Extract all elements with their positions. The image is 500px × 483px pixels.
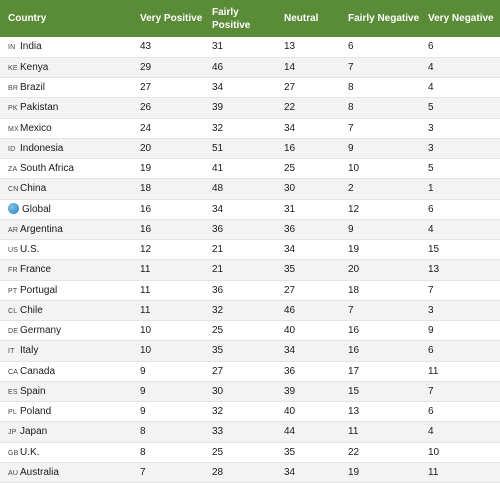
- neutral-cell: 34: [276, 118, 340, 138]
- country-cell: [0, 341, 132, 361]
- country-cell: [0, 179, 132, 199]
- table-row: [0, 57, 500, 77]
- fairly-positive-cell: 21: [204, 240, 276, 260]
- country-code-flag-icon: IN: [8, 44, 16, 52]
- fairly-positive-cell: 34: [204, 199, 276, 219]
- table-body: [0, 37, 500, 483]
- very-positive-cell: 26: [132, 98, 204, 118]
- country-name: France: [20, 264, 52, 276]
- country-code-flag-icon: GB: [8, 449, 19, 457]
- very-negative-cell: 4: [420, 219, 500, 239]
- fairly-negative-cell: 6: [340, 37, 420, 57]
- country-name: Chile: [20, 304, 43, 316]
- country-code-flag-icon: PT: [8, 287, 18, 295]
- table-row: [0, 361, 500, 381]
- fairly-positive-cell: 25: [204, 442, 276, 462]
- fairly-negative-cell: 16: [340, 341, 420, 361]
- fairly-negative-cell: 9: [340, 219, 420, 239]
- neutral-cell: 34: [276, 341, 340, 361]
- fairly-positive-cell: 27: [204, 361, 276, 381]
- neutral-cell: 27: [276, 280, 340, 300]
- table-row: [0, 422, 500, 442]
- very-positive-cell: 8: [132, 442, 204, 462]
- very-negative-cell: 4: [420, 78, 500, 98]
- very-positive-cell: 27: [132, 78, 204, 98]
- table-row: [0, 98, 500, 118]
- country-cell: [0, 381, 132, 401]
- country-code-flag-icon: US: [8, 247, 19, 255]
- country-cell: [0, 138, 132, 158]
- fairly-negative-cell: 8: [340, 98, 420, 118]
- country-cell: [0, 462, 132, 482]
- fairly-positive-cell: 21: [204, 260, 276, 280]
- country-cell: [0, 219, 132, 239]
- very-negative-cell: 10: [420, 442, 500, 462]
- neutral-cell: 40: [276, 402, 340, 422]
- fairly-positive-cell: 28: [204, 462, 276, 482]
- table-row: [0, 118, 500, 138]
- country-cell: [0, 361, 132, 381]
- very-positive-cell: 9: [132, 381, 204, 401]
- very-negative-cell: 4: [420, 422, 500, 442]
- country-code-flag-icon: DE: [8, 328, 19, 336]
- very-positive-cell: 18: [132, 179, 204, 199]
- table-row: [0, 159, 500, 179]
- table-row: [0, 260, 500, 280]
- fairly-negative-cell: 16: [340, 321, 420, 341]
- very-negative-cell: 7: [420, 280, 500, 300]
- country-code-flag-icon: CN: [8, 186, 19, 194]
- very-negative-cell: 6: [420, 199, 500, 219]
- country-code-flag-icon: ZA: [8, 166, 18, 174]
- very-negative-cell: 6: [420, 402, 500, 422]
- fairly-negative-cell: 22: [340, 442, 420, 462]
- country-code-flag-icon: BR: [8, 85, 19, 93]
- fairly-negative-cell: 12: [340, 199, 420, 219]
- country-cell: [0, 442, 132, 462]
- table-row: [0, 341, 500, 361]
- very-negative-cell: 11: [420, 361, 500, 381]
- neutral-cell: 16: [276, 138, 340, 158]
- fairly-positive-cell: 34: [204, 78, 276, 98]
- very-negative-cell: 3: [420, 300, 500, 320]
- country-code-flag-icon: CA: [8, 368, 19, 376]
- header-very-negative[interactable]: Very Negative: [428, 13, 494, 24]
- header-row: [0, 0, 500, 37]
- country-code-flag-icon: ES: [8, 388, 18, 396]
- header-neutral[interactable]: Neutral: [284, 13, 319, 24]
- country-cell: [0, 321, 132, 341]
- neutral-cell: 46: [276, 300, 340, 320]
- country-name: Spain: [20, 385, 46, 397]
- country-cell: [0, 57, 132, 77]
- very-positive-cell: 43: [132, 37, 204, 57]
- very-positive-cell: 10: [132, 321, 204, 341]
- fairly-positive-cell: 35: [204, 341, 276, 361]
- fairly-positive-cell: 32: [204, 118, 276, 138]
- country-code-flag-icon: AR: [8, 226, 19, 234]
- country-name: Brazil: [20, 82, 46, 94]
- country-name: China: [20, 183, 47, 195]
- fairly-negative-cell: 10: [340, 159, 420, 179]
- table-row: [0, 280, 500, 300]
- country-code-flag-icon: PL: [8, 409, 17, 417]
- country-name: South Africa: [20, 163, 74, 175]
- fairly-positive-cell: 36: [204, 280, 276, 300]
- very-negative-cell: 6: [420, 37, 500, 57]
- fairly-negative-cell: 2: [340, 179, 420, 199]
- country-cell: [0, 118, 132, 138]
- very-positive-cell: 10: [132, 341, 204, 361]
- header-country[interactable]: Country: [8, 13, 47, 24]
- neutral-cell: 30: [276, 179, 340, 199]
- fairly-positive-cell: 36: [204, 219, 276, 239]
- fairly-negative-cell: 7: [340, 118, 420, 138]
- fairly-positive-cell: 41: [204, 159, 276, 179]
- neutral-cell: 34: [276, 240, 340, 260]
- country-code-flag-icon: CL: [8, 307, 18, 315]
- very-positive-cell: 8: [132, 422, 204, 442]
- very-positive-cell: 9: [132, 402, 204, 422]
- country-cell: [0, 300, 132, 320]
- country-name: Italy: [20, 345, 39, 357]
- fairly-negative-cell: 9: [340, 138, 420, 158]
- country-code-flag-icon: MX: [8, 125, 19, 133]
- very-negative-cell: 7: [420, 381, 500, 401]
- country-name: Australia: [20, 466, 59, 478]
- very-positive-cell: 29: [132, 57, 204, 77]
- country-code-flag-icon: IT: [8, 348, 15, 356]
- very-positive-cell: 12: [132, 240, 204, 260]
- fairly-negative-cell: 7: [340, 300, 420, 320]
- very-negative-cell: 6: [420, 341, 500, 361]
- table-row: [0, 199, 500, 219]
- neutral-cell: 39: [276, 381, 340, 401]
- very-negative-cell: 15: [420, 240, 500, 260]
- country-cell: [0, 422, 132, 442]
- country-code-flag-icon: ID: [8, 145, 16, 153]
- table-row: [0, 300, 500, 320]
- very-negative-cell: 11: [420, 462, 500, 482]
- country-cell: [0, 78, 132, 98]
- very-positive-cell: 11: [132, 260, 204, 280]
- country-cell: [0, 240, 132, 260]
- neutral-cell: 36: [276, 219, 340, 239]
- neutral-cell: 22: [276, 98, 340, 118]
- very-negative-cell: 9: [420, 321, 500, 341]
- country-code-flag-icon: PK: [8, 105, 18, 113]
- very-negative-cell: 13: [420, 260, 500, 280]
- very-positive-cell: 9: [132, 361, 204, 381]
- header-very-positive[interactable]: Very Positive: [140, 13, 203, 24]
- table-row: [0, 179, 500, 199]
- country-name: Global: [22, 204, 51, 216]
- country-name: Canada: [20, 365, 56, 377]
- table-row: [0, 402, 500, 422]
- neutral-cell: 14: [276, 57, 340, 77]
- country-name: Kenya: [20, 61, 49, 73]
- table-row: [0, 321, 500, 341]
- table-header: [0, 0, 500, 37]
- table-row: [0, 381, 500, 401]
- very-positive-cell: 11: [132, 300, 204, 320]
- neutral-cell: 25: [276, 159, 340, 179]
- very-negative-cell: 3: [420, 118, 500, 138]
- very-negative-cell: 4: [420, 57, 500, 77]
- fairly-positive-cell: 30: [204, 381, 276, 401]
- very-negative-cell: 3: [420, 138, 500, 158]
- fairly-negative-cell: 11: [340, 422, 420, 442]
- fairly-negative-cell: 13: [340, 402, 420, 422]
- fairly-positive-cell: 48: [204, 179, 276, 199]
- fairly-negative-cell: 20: [340, 260, 420, 280]
- neutral-cell: 35: [276, 260, 340, 280]
- neutral-cell: 36: [276, 361, 340, 381]
- country-cell: [0, 199, 132, 219]
- very-positive-cell: 16: [132, 219, 204, 239]
- country-name: U.S.: [20, 244, 40, 256]
- table-row: [0, 138, 500, 158]
- neutral-cell: 35: [276, 442, 340, 462]
- fairly-positive-cell: 32: [204, 300, 276, 320]
- fairly-negative-cell: 18: [340, 280, 420, 300]
- fairly-positive-cell: 32: [204, 402, 276, 422]
- fairly-negative-cell: 19: [340, 462, 420, 482]
- country-name: Japan: [20, 426, 48, 438]
- table-row: [0, 442, 500, 462]
- fairly-negative-cell: 17: [340, 361, 420, 381]
- neutral-cell: 31: [276, 199, 340, 219]
- country-name: Pakistan: [20, 102, 59, 114]
- very-positive-cell: 7: [132, 462, 204, 482]
- country-cell: [0, 260, 132, 280]
- neutral-cell: 44: [276, 422, 340, 442]
- very-positive-cell: 11: [132, 280, 204, 300]
- country-code-flag-icon: JP: [8, 429, 17, 437]
- fairly-positive-cell: 25: [204, 321, 276, 341]
- country-name: Poland: [20, 406, 52, 418]
- table-row: [0, 78, 500, 98]
- country-cell: [0, 98, 132, 118]
- fairly-negative-cell: 8: [340, 78, 420, 98]
- neutral-cell: 27: [276, 78, 340, 98]
- country-code-flag-icon: AU: [8, 469, 19, 477]
- table-row: [0, 240, 500, 260]
- neutral-cell: 40: [276, 321, 340, 341]
- country-name: Indonesia: [20, 142, 64, 154]
- country-name: India: [20, 41, 42, 53]
- very-positive-cell: 20: [132, 138, 204, 158]
- very-positive-cell: 16: [132, 199, 204, 219]
- country-cell: [0, 280, 132, 300]
- neutral-cell: 34: [276, 462, 340, 482]
- fairly-positive-cell: 51: [204, 138, 276, 158]
- fairly-positive-cell: 33: [204, 422, 276, 442]
- country-name: U.K.: [20, 446, 40, 458]
- country-cell: [0, 159, 132, 179]
- country-cell: [0, 37, 132, 57]
- very-positive-cell: 19: [132, 159, 204, 179]
- country-name: Portugal: [20, 284, 58, 296]
- header-fairly-negative[interactable]: Fairly Negative: [348, 13, 420, 24]
- country-code-flag-icon: KE: [8, 64, 18, 72]
- header-fairly-positive[interactable]: Fairly Positive: [212, 6, 251, 31]
- neutral-cell: 13: [276, 37, 340, 57]
- globe-icon: [8, 203, 19, 214]
- country-name: Mexico: [20, 122, 52, 134]
- fairly-positive-cell: 31: [204, 37, 276, 57]
- fairly-negative-cell: 15: [340, 381, 420, 401]
- country-code-flag-icon: FR: [8, 267, 18, 275]
- table-row: [0, 37, 500, 57]
- fairly-positive-cell: 46: [204, 57, 276, 77]
- table-row: [0, 219, 500, 239]
- very-positive-cell: 24: [132, 118, 204, 138]
- fairly-negative-cell: 19: [340, 240, 420, 260]
- fairly-positive-cell: 39: [204, 98, 276, 118]
- very-negative-cell: 5: [420, 159, 500, 179]
- country-name: Germany: [20, 325, 62, 337]
- very-negative-cell: 1: [420, 179, 500, 199]
- very-negative-cell: 5: [420, 98, 500, 118]
- fairly-negative-cell: 7: [340, 57, 420, 77]
- country-name: Argentina: [20, 223, 63, 235]
- country-cell: [0, 402, 132, 422]
- table-row: [0, 462, 500, 482]
